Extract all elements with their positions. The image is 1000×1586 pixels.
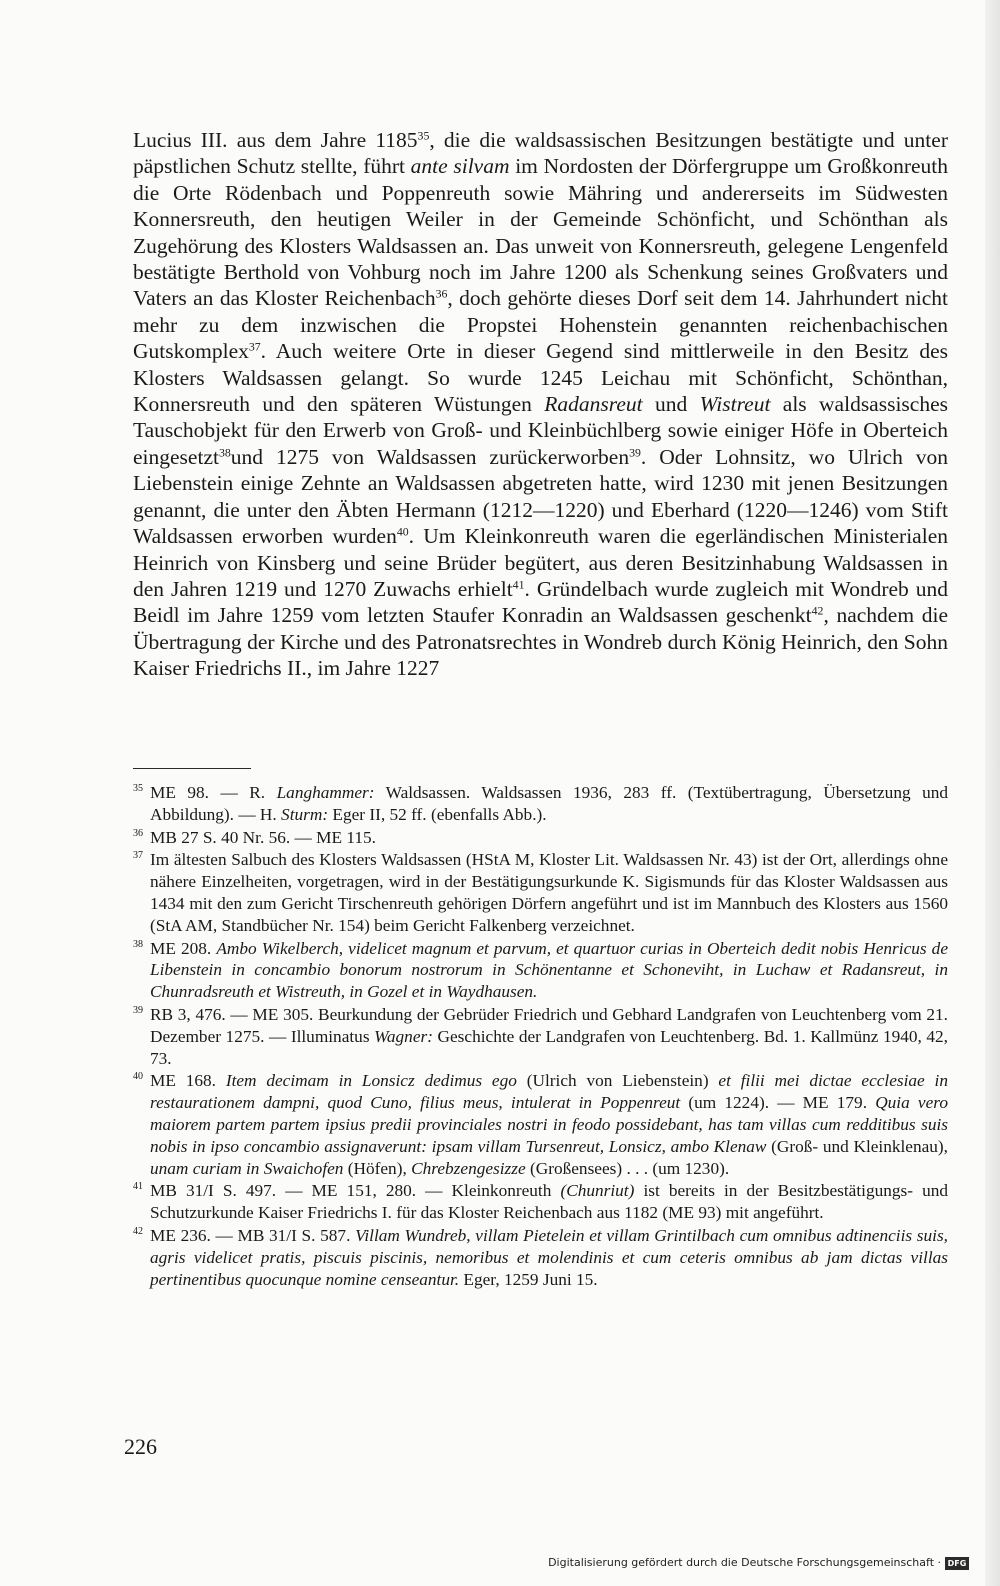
credit-text: Digitalisierung gefördert durch die Deutsche Forschungsgemeinschaft · [548,1556,941,1569]
footnote-ref-36: 36 [435,286,448,301]
footnote-number: 36 [133,827,143,839]
body-text [133,127,948,682]
footnote-35: 35 ME 98. — R. Langhammer: Waldsassen. Waldsassen 1936, 283 ff. (Textübertragung, Übersetzung und Abbildung). — H. Sturm: Eger II, 52 ff. (ebenfalls Abb.). [133,783,948,824]
digitization-credit [548,1555,969,1571]
footnote-ref-42: 42 [811,603,824,618]
footnote-ref-39: 39 [629,445,641,460]
footnote-number: 38 [133,938,143,950]
scan-edge [985,0,1000,1586]
footnote-39: 39 RB 3, 476. — ME 305. Beurkundung der Gebrüder Friedrich und Gebhard Landgrafen von Leuchtenberg vom 21. Dezember 1275. — Illuminatus Wagner: Geschichte der Landgrafen von Leuchtenberg. Bd. 1. Kallmünz 1940, 42, 73. [133,1004,948,1068]
footnote-41: 41 MB 31/I S. 497. — ME 151, 280. — Kleinkonreuth (Chunriut) ist bereits in der Besitzbestätigungs- und Schutzurkunde Kaiser Friedrichs I. für das Kloster Reichenbach aus 1182 (ME 93) mit angeführt. [133,1181,948,1223]
footnote-number: 35 [133,783,143,794]
footnote-ref-35: 35 [417,128,430,143]
footnote-ref-38: 38 [218,445,231,460]
footnote-number: 39 [133,1004,143,1016]
footnote-36: 36 MB 27 S. 40 Nr. 56. — ME 115. [133,827,376,847]
page-number: 226 [124,1434,157,1459]
footnote-separator [133,768,251,769]
footnote-ref-37: 37 [248,339,261,354]
footnote-37: 37 Im ältesten Salbuch des Klosters Waldsassen (HStA M, Kloster Lit. Waldsassen Nr. 43) ist der Ort, allerdings ohne nähere Einzelheiten, vorgetragen, wird in der Bestätigungsurkunde K. Sigismunds für das Kloster Waldsassen aus 1434 mit den zum Gericht Tirschenreuth gehörigen Dörfern angeführt und ist im Mannbuch des Klosters aus 1560 (StA AM, Standbücher Nr. 154) beim Gericht Falkenberg verzeichnet. [133,850,948,935]
footnote-number: 37 [133,850,143,862]
dfg-logo-icon: DFG [945,1557,969,1570]
footnotes [133,782,948,1291]
footnote-ref-41: 41 [512,577,525,592]
footnote-number: 42 [133,1225,143,1237]
footnote-number: 41 [133,1181,143,1193]
body-paragraph: Lucius III. aus dem Jahre 1185$^{35}$, die die waldsassischen Besitzungen bestätigte und unter päpstlichen Schutz stellte, führt ante silvam im Nordosten der Dörfergruppe um Großkonreuth die Orte Rödenbach und Poppenreuth sowie Mähring und andererseits im Südwesten Konnersreuth, den heutigen Weiler in der Gemeinde Schönficht, und Schönthan als Zugehörung des Klosters Waldsassen an. Das unweit von Konnersreuth, gelegene Lengenfeld bestätigte Berthold von Vohburg noch im Jahre 1200 als Schenkung seines Großvaters und Vaters an das Kloster Reichenbach$^{36}$, doch gehörte dieses Dorf seit dem 14. Jahrhundert nicht mehr zu dem inzwischen die Propstei Hohenstein genannten reichenbachischen Gutskomplex$^{37}$. Auch weitere Orte in dieser Gegend sind mittlerweile in den Besitz des Klosters Waldsassen gelangt. So wurde 1245 Leichau mit Schönficht, Schönthan, Konnersreuth und den späteren Wüstungen Radansreut und Wistreut als waldsassisches Tauschobjekt für den Erwerb von Groß- und Kleinbüchlberg sowie einiger Höfe in Oberteich eingesetzt$^{38}$und 1275 von Waldsassen zurückerworben$^{39}$. Oder Lohnsitz, wo Ulrich von Liebenstein einige Zehnte an Waldsassen abgetreten hatte, wird 1230 mit jenen Besitzungen genannt, die unter den Äbten Hermann (1212—1220) und Eberhard (1220—1246) vom Stift Waldsassen erworben wurden$^{40}$. Um Kleinkonreuth waren die egerländischen Ministerialen Heinrich von Kinsberg und seine Brüder begütert, aus deren Besitzinhabung Waldsassen in den Jahren 1219 und 1270 Zuwachs erhielt$^{41}$. Gründelbach wurde zugleich mit Wondreb und Beidl im Jahre 1259 vom letzten Staufer Konradin an Waldsassen geschenkt$^{42}$, nachdem die Übertragung der Kirche und des Patronatsrechtes in Wondreb durch König Heinrich, den Sohn Kaiser Friedrichs II., im Jahre 1227 [133,128,949,681]
footnote-ref-40: 40 [396,524,409,539]
footnote-40: 40 ME 168. Item decimam in Lonsicz dedimus ego (Ulrich von Liebenstein) et filii mei dictae ecclesiae in restaurationem dampni, quod Cuno, filius meus, intulerat in Poppenreut (um 1224). — ME 179. Quia vero maiorem partem partem ipsius predii provinciales nostri in feodo possidebant, has tam villas cum redditibus suis nobis in ipso concambio assignaverunt: ipsam villam Tursenreut, Lonsicz, ambo Klenaw (Groß- und Kleinklenau), unam curiam in Swaichofen (Höfen), Chrebzengesizze (Großensees) . . . (um 1230). [133,1071,948,1178]
footnote-number: 40 [133,1071,143,1083]
footnote-42: 42 ME 236. — MB 31/I S. 587. Villam Wundreb, villam Pietelein et villam Grintilbach cum omnibus adtinenciis suis, agris videlicet pratis, piscuis piscinis, nemoribus et molendinis et cum ceteris omnibus ab jam dictas villas pertinentibus quocunque nomine censeantur. Eger, 1259 Juni 15. [133,1225,948,1289]
footnote-38: 38 ME 208. Ambo Wikelberch, videlicet magnum et parvum, et quartuor curias in Oberteich dedit nobis Henricus de Libenstein in concambio bonorum nostrorum in Schönentanne et Schoneviht, in Luchaw et Radansreut, in Chunradsreuth et Wistreuth, in Gozel et in Waydhausen. [133,938,948,1002]
